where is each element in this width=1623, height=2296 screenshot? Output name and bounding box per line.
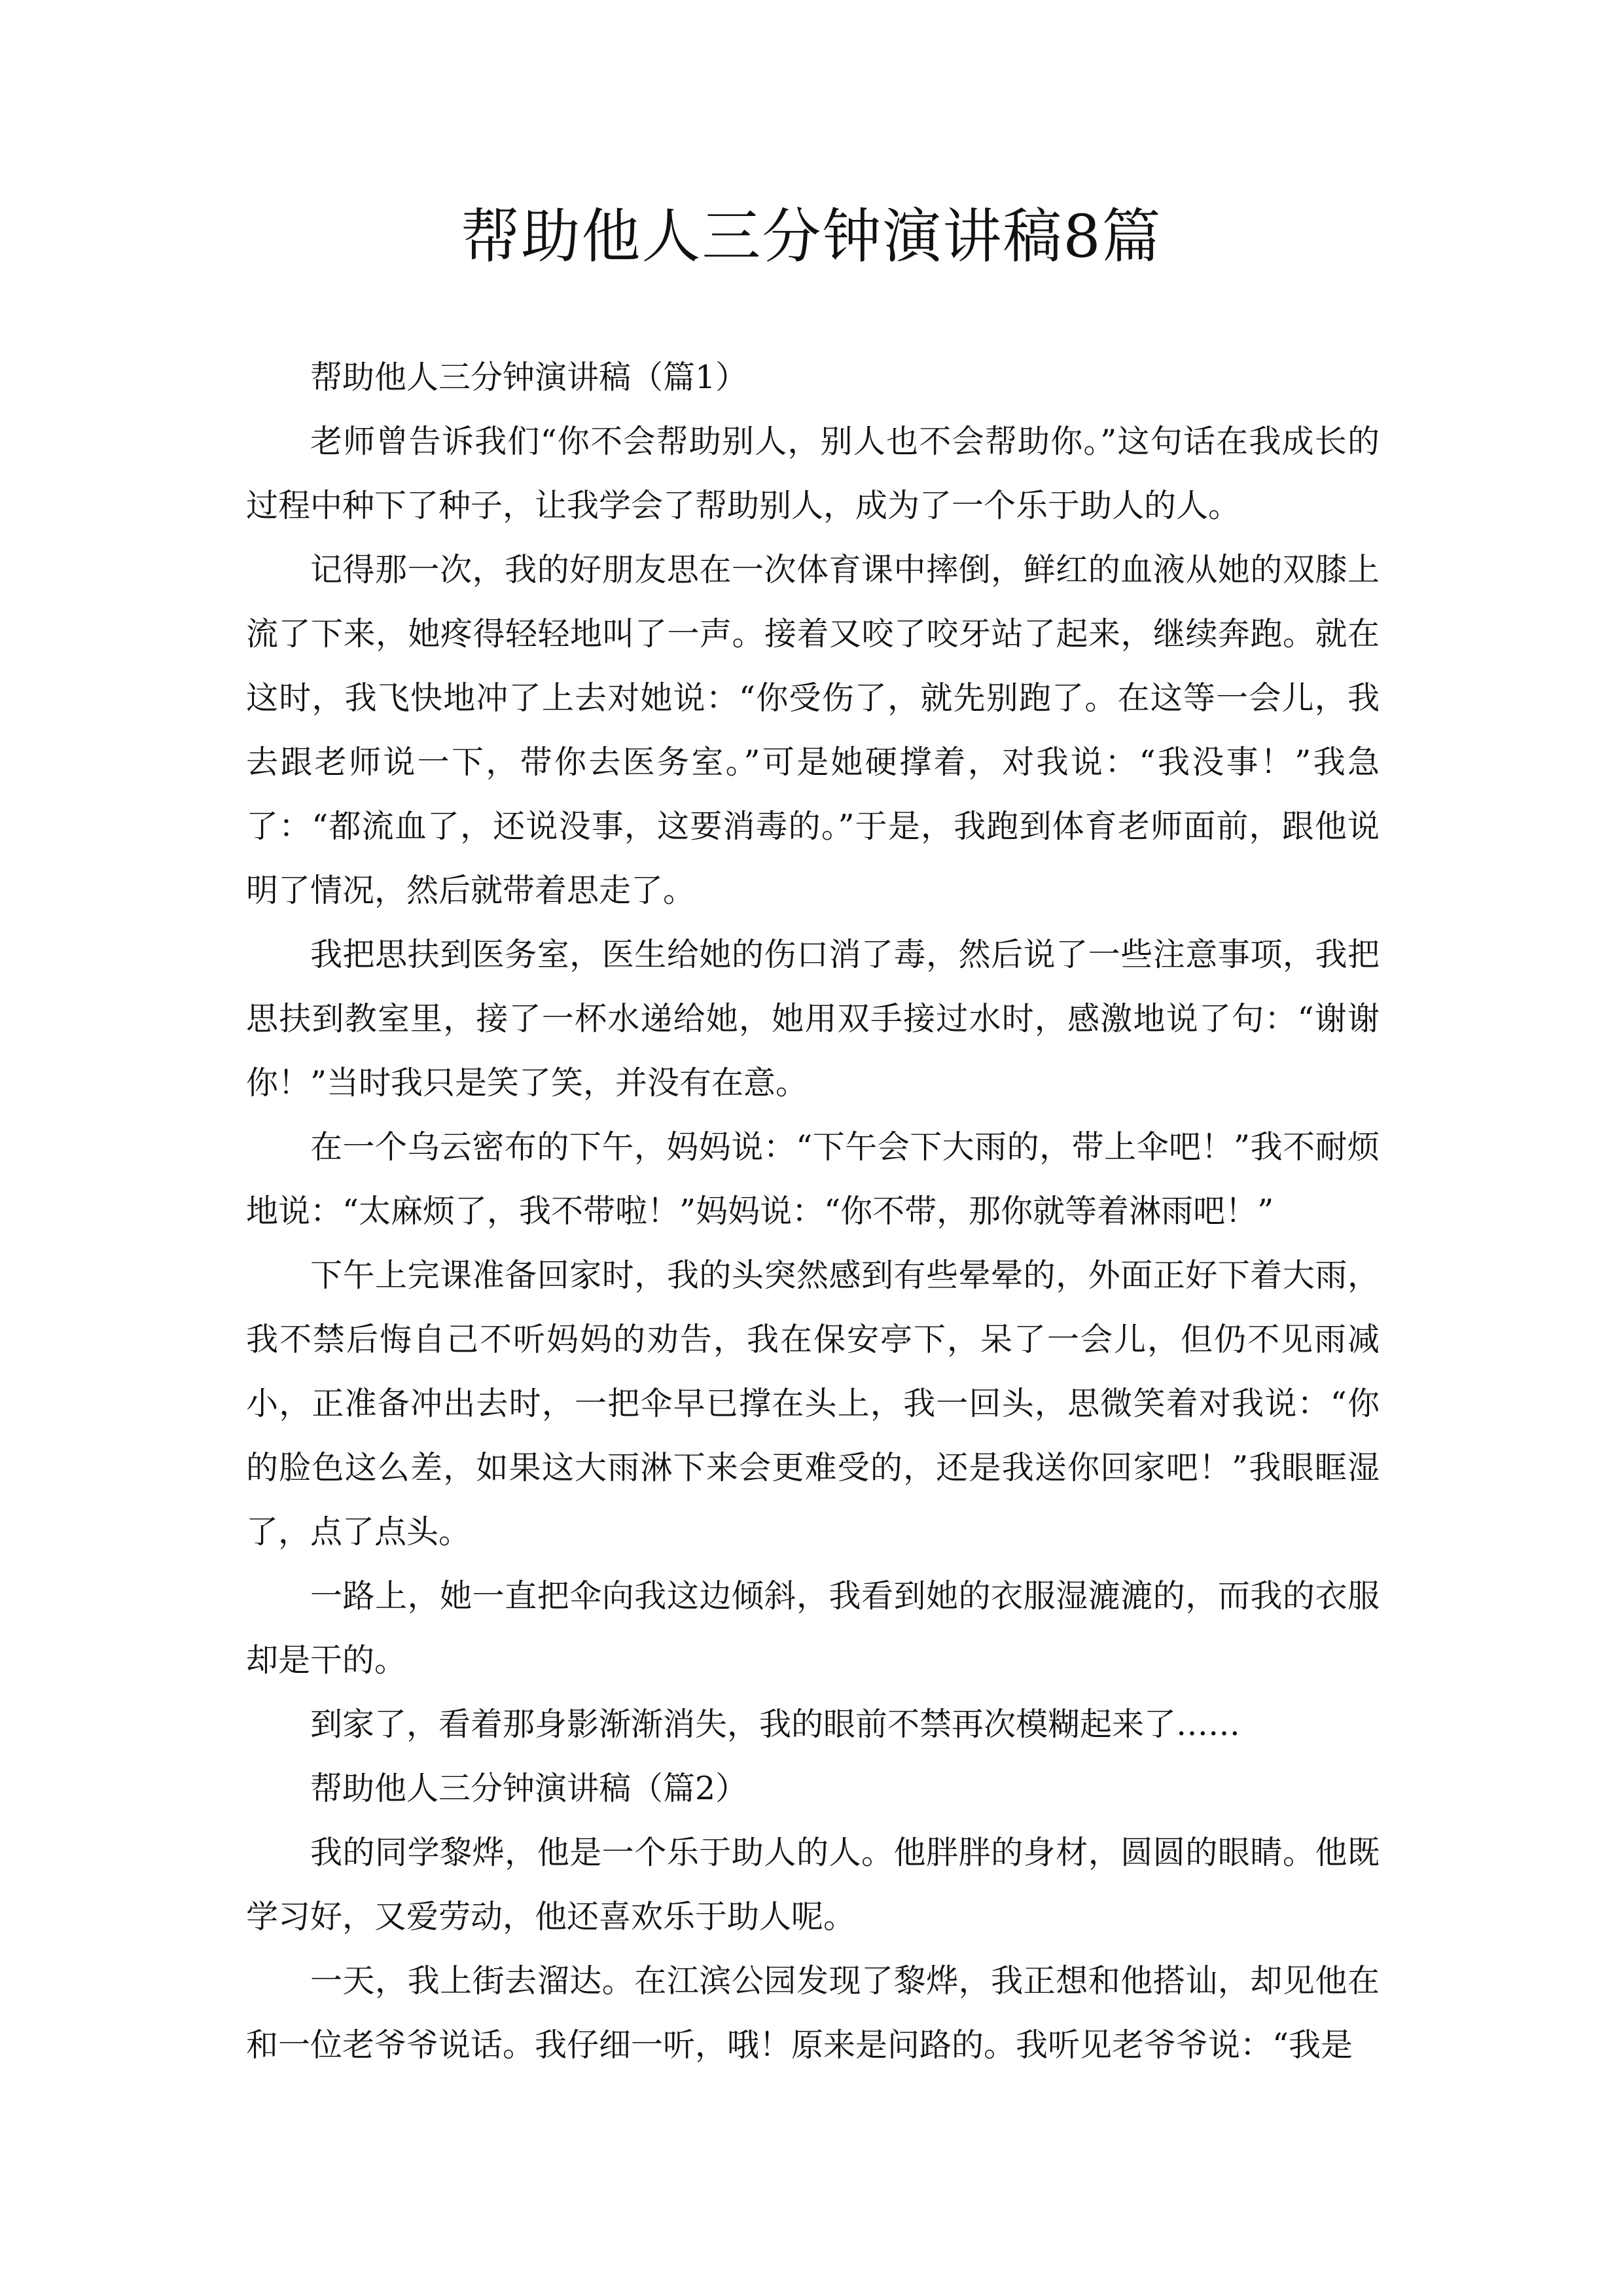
paragraph: 一天，我上街去溜达。在江滨公园发现了黎烨，我正想和他搭讪，却见他在和一位老爷爷说话。我仔细一听，哦！原来是问路的。我听见老爷爷说：“我是 — [246, 1962, 1380, 2064]
paragraph: 在一个乌云密布的下午，妈妈说：“下午会下大雨的，带上伞吧！”我不耐烦地说：“太麻烦了，我不带啦！”妈妈说：“你不带，那你就等着淋雨吧！” — [246, 1128, 1380, 1230]
paragraph: 到家了，看着那身影渐渐消失，我的眼前不禁再次模糊起来了…… — [310, 1706, 1241, 1743]
paragraph: 一路上，她一直把伞向我这边倾斜，我看到她的衣服湿漉漉的，而我的衣服却是干的。 — [246, 1577, 1380, 1679]
paragraph: 我的同学黎烨，他是一个乐于助人的人。他胖胖的身材，圆圆的眼睛。他既学习好，又爱劳动，他还喜欢乐于助人呢。 — [246, 1834, 1380, 1935]
document-body — [246, 346, 1380, 2077]
section-heading: 帮助他人三分钟演讲稿（篇1） — [310, 359, 748, 396]
paragraph: 老师曾告诉我们“你不会帮助别人，别人也不会帮助你。”这句话在我成长的过程中种下了种子，让我学会了帮助别人，成为了一个乐于助人的人。 — [246, 423, 1380, 524]
section-heading: 帮助他人三分钟演讲稿（篇2） — [310, 1770, 748, 1807]
section-2 — [246, 1757, 1380, 2077]
section-1 — [246, 346, 1380, 1757]
paragraph: 记得那一次，我的好朋友思在一次体育课中摔倒，鲜红的血液从她的双膝上流了下来，她疼得轻轻地叫了一声。接着又咬了咬牙站了起来，继续奔跑。就在这时，我飞快地冲了上去对她说：“你受伤了，就先别跑了。在这等一会儿，我去跟老师说一下，带你去医务室。”可是她硬撑着，对我说：“我没事！”我急了：“都流血了，还说没事，这要消毒的。”于是，我跑到体育老师面前，跟他说明了情况，然后就带着思走了。 — [246, 551, 1380, 909]
document-title: 帮助他人三分钟演讲稿8篇 — [461, 202, 1162, 271]
paragraph: 下午上完课准备回家时，我的头突然感到有些晕晕的，外面正好下着大雨，我不禁后悔自己不听妈妈的劝告，我在保安亭下，呆了一会儿，但仍不见雨减小，正准备冲出去时，一把伞早已撑在头上，我一回头，思微笑着对我说：“你的脸色这么差，如果这大雨淋下来会更难受的，还是我送你回家吧！”我眼眶湿了，点了点头。 — [246, 1257, 1380, 1551]
paragraph: 我把思扶到医务室，医生给她的伤口消了毒，然后说了一些注意事项，我把思扶到教室里，接了一杯水递给她，她用双手接过水时，感激地说了句：“谢谢你！”当时我只是笑了笑，并没有在意。 — [246, 936, 1380, 1102]
